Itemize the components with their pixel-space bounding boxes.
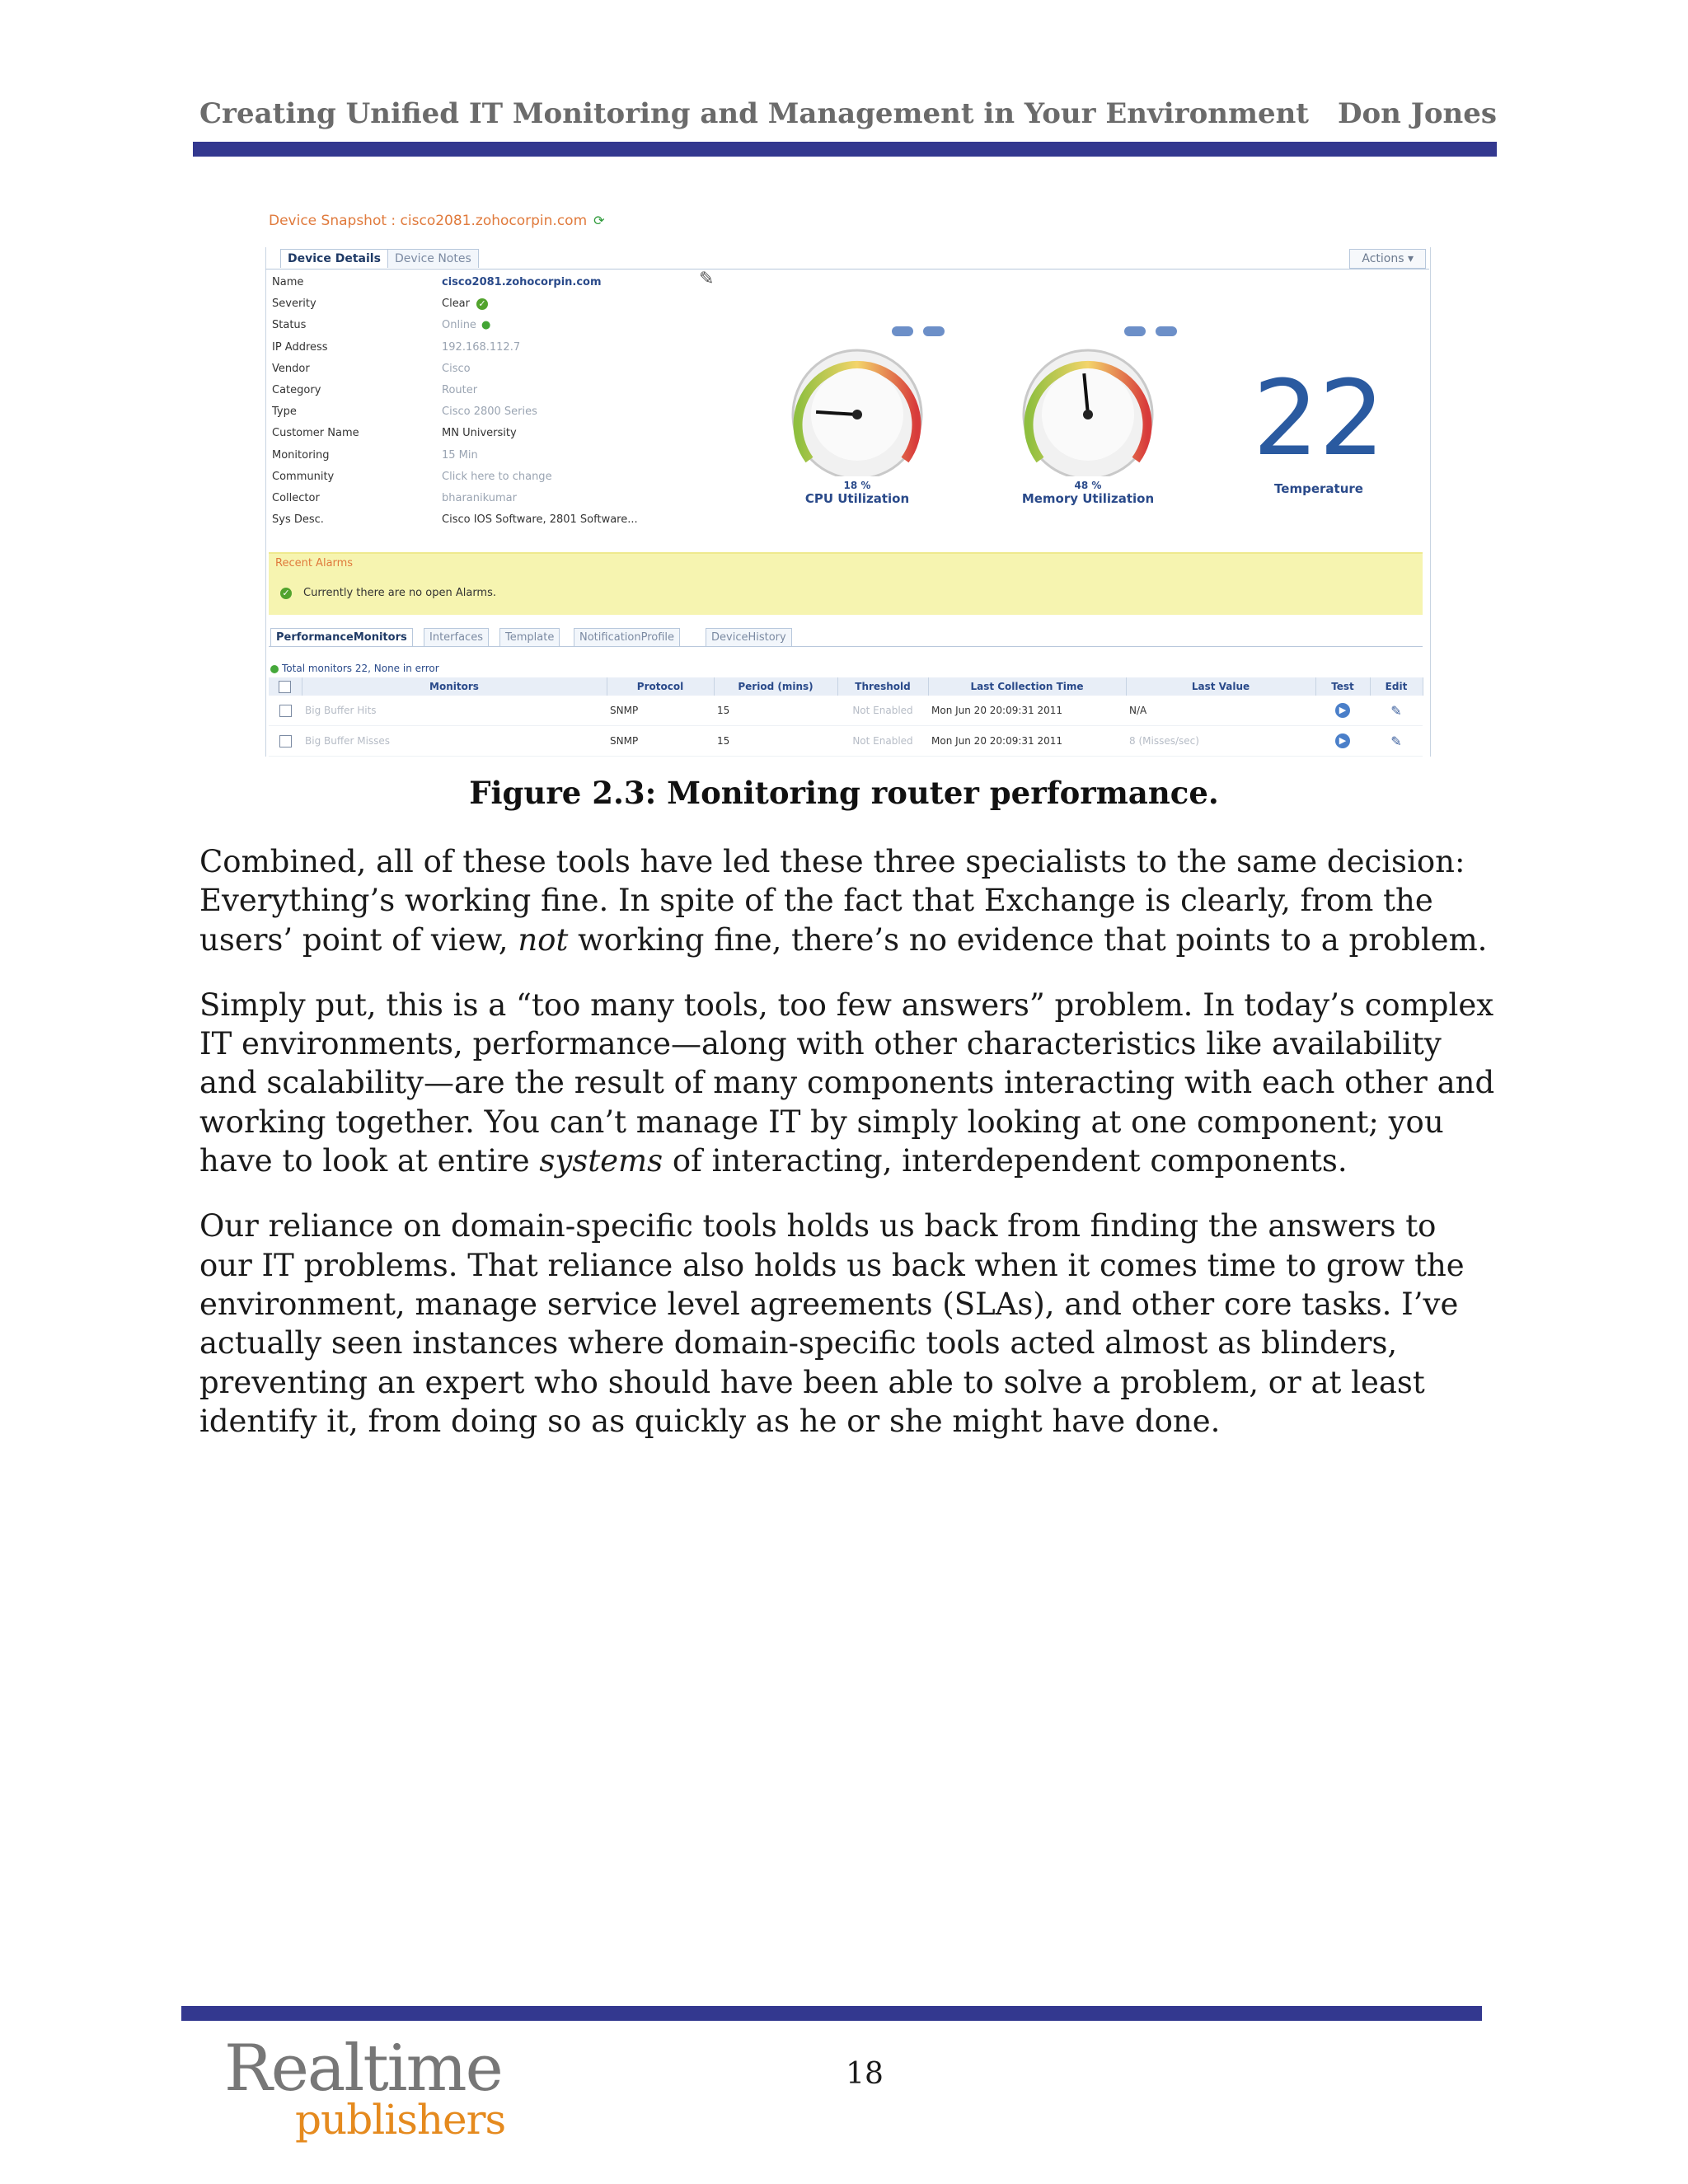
memory-label: Memory Utilization (1021, 491, 1155, 506)
figure-caption: Figure 2.3: Monitoring router performance. (469, 775, 1219, 811)
property-row (272, 293, 734, 315)
paragraph-text: Our reliance on domain-specific tools holds us back from finding the answers to our IT problems. That reliance also holds us back when it comes time to grow the environment, manage service level agreements (SLAs), and other core tasks. I’ve actually seen instances where domain-specific tools acted almost as blinders, preventing an expert who should have been able to solve a problem, or at least identify it, from doing so as quickly as he or she might have done. (199, 1208, 1465, 1439)
property-value: Router (442, 383, 478, 396)
test-cell (1315, 696, 1370, 726)
monitors-table (269, 677, 1423, 757)
property-row (272, 359, 734, 380)
monitor-name[interactable]: Big Buffer Misses (302, 726, 607, 757)
property-value: Cisco IOS Software, 2801 Software... (442, 513, 638, 527)
realtime-publishers-logo (224, 2032, 506, 2151)
gauge-toggle-button[interactable] (1156, 326, 1177, 336)
property-key: Type (272, 405, 297, 419)
tab-notification-profile[interactable]: NotificationProfile (574, 628, 680, 646)
property-value: Online (442, 319, 476, 332)
property-row (272, 423, 734, 444)
property-value: cisco2081.zohocorpin.com (442, 276, 602, 288)
column-header: Test (1315, 677, 1370, 696)
column-header[interactable]: Last Value (1126, 677, 1315, 696)
page-number: 18 (846, 2057, 884, 2091)
test-monitor-icon[interactable]: ▶ (1335, 733, 1350, 748)
community-change-link[interactable]: Click here to change (442, 470, 552, 483)
property-value: Cisco (442, 362, 471, 375)
test-cell (1315, 726, 1370, 757)
property-value: Clear (442, 298, 470, 311)
table-header-row (269, 677, 1423, 696)
tab-interfaces[interactable]: Interfaces (424, 628, 489, 646)
property-key: Name (272, 276, 304, 288)
tab-device-details[interactable]: Device Details (280, 249, 388, 268)
running-header (199, 97, 1497, 138)
document-title: Creating Unified IT Monitoring and Management in Your Environment (199, 97, 1310, 130)
property-row (272, 466, 734, 488)
monitor-name[interactable]: Big Buffer Hits (302, 696, 607, 726)
property-key: Vendor (272, 362, 310, 375)
period-cell: 15 (714, 696, 837, 726)
check-icon: ✓ (280, 588, 292, 599)
memory-gauge-dial (1014, 344, 1162, 476)
column-header[interactable]: Threshold (837, 677, 928, 696)
property-row (272, 380, 734, 401)
status-dot-icon (270, 665, 279, 673)
memory-gauge (997, 344, 1179, 506)
emphasis-text: not (518, 921, 569, 958)
footer-rule (181, 2006, 1482, 2021)
tab-device-history[interactable]: DeviceHistory (706, 628, 792, 646)
recent-alarms-title: Recent Alarms (275, 557, 354, 569)
column-header[interactable]: Period (mins) (714, 677, 837, 696)
cpu-label: CPU Utilization (804, 491, 910, 506)
paragraph-text: working fine, there’s no evidence that points to a problem. (568, 921, 1488, 958)
edit-monitor-icon[interactable]: ✎ (1390, 733, 1402, 749)
last-value-cell: 8 (Misses/sec) (1126, 726, 1315, 757)
paragraph-text: Combined, all of these tools have led these three specialists to the same decision: Everything’s working fine. In spite of the fact that Exchange is clearly, from the users’ point of view, (199, 844, 1465, 958)
logo-line-2: publishers (295, 2096, 506, 2144)
property-key: IP Address (272, 340, 328, 354)
test-monitor-icon[interactable]: ▶ (1335, 703, 1350, 718)
device-tabbar (265, 247, 1429, 269)
last-collection-cell: Mon Jun 20 20:09:31 2011 (928, 726, 1126, 757)
property-key: Status (272, 319, 307, 332)
cpu-gauge-dial (783, 344, 931, 476)
cpu-gauge (767, 344, 948, 506)
snapshot-title: Device Snapshot : cisco2081.zohocorpin.com ⟳ (269, 213, 605, 229)
property-value: MN University (442, 427, 517, 440)
column-header[interactable]: Last Collection Time (928, 677, 1126, 696)
paragraph-text: Simply put, this is a “too many tools, too few answers” problem. In today’s complex IT environments, performance—along with other characteristics like availability and scalability—are the result of many components interacting with each other and working together. You can’t manage IT by simply looking at one component; you have to look at entire (199, 987, 1495, 1179)
select-all-cell[interactable] (269, 677, 302, 696)
row-checkbox[interactable] (279, 735, 292, 748)
tab-performance-monitors[interactable]: PerformanceMonitors (270, 628, 413, 646)
last-collection-cell: Mon Jun 20 20:09:31 2011 (928, 696, 1126, 726)
column-header[interactable]: Monitors (302, 677, 607, 696)
property-row (272, 272, 734, 293)
device-properties (272, 272, 734, 531)
temperature-widget (1228, 358, 1409, 496)
protocol-cell: SNMP (607, 696, 714, 726)
cpu-gauge-controls (892, 326, 945, 336)
property-row (272, 401, 734, 423)
cpu-percent: 18 % (843, 480, 871, 491)
protocol-cell: SNMP (607, 726, 714, 757)
edit-monitor-icon[interactable]: ✎ (1390, 702, 1402, 719)
select-all-checkbox[interactable] (279, 681, 291, 693)
edit-cell (1370, 726, 1423, 757)
refresh-icon[interactable]: ⟳ (593, 213, 605, 228)
table-row (269, 696, 1423, 726)
property-value: Cisco 2800 Series (442, 405, 537, 419)
column-header: Edit (1370, 677, 1423, 696)
body-paragraph (199, 842, 1497, 959)
period-cell: 15 (714, 726, 837, 757)
property-key: Sys Desc. (272, 513, 324, 527)
temperature-label: Temperature (1274, 481, 1363, 496)
gauge-toggle-button[interactable] (923, 326, 945, 336)
document-author: Don Jones (1338, 97, 1497, 130)
body-paragraph (199, 1207, 1497, 1441)
table-row (269, 726, 1423, 757)
property-row (272, 488, 734, 509)
property-key: Monitoring (272, 448, 330, 462)
property-value: bharanikumar (442, 491, 517, 504)
body-paragraph (199, 986, 1497, 1180)
row-select-cell[interactable] (269, 726, 302, 757)
property-value-wrap (442, 315, 490, 336)
property-value: 192.168.112.7 (442, 340, 521, 354)
monitor-tabbar (269, 628, 1423, 647)
row-checkbox[interactable] (279, 705, 292, 717)
memory-percent: 48 % (1074, 480, 1102, 491)
threshold-cell: Not Enabled (837, 696, 928, 726)
check-icon: ✓ (476, 298, 488, 310)
monitor-summary: Total monitors 22, None in error (270, 663, 439, 674)
recent-alarms-panel (269, 552, 1423, 615)
device-snapshot-figure (264, 204, 1434, 757)
property-row (272, 509, 734, 531)
header-rule (193, 142, 1497, 157)
last-value-cell: N/A (1126, 696, 1315, 726)
tab-device-notes[interactable]: Device Notes (387, 249, 479, 268)
memory-gauge-controls (1124, 326, 1177, 336)
property-key: Customer Name (272, 427, 359, 440)
gauge-toggle-button[interactable] (892, 326, 913, 336)
tab-template[interactable]: Template (499, 628, 560, 646)
actions-dropdown[interactable]: Actions ▾ (1349, 249, 1426, 269)
temperature-value: 22 (1252, 358, 1386, 479)
paragraph-text: of interacting, interdependent components. (663, 1143, 1348, 1179)
row-select-cell[interactable] (269, 696, 302, 726)
property-value-wrap (442, 293, 488, 315)
property-row (272, 315, 734, 336)
body-text (199, 842, 1497, 1467)
property-row (272, 337, 734, 359)
logo-line-1: Realtime (224, 2032, 502, 2106)
edit-cell (1370, 696, 1423, 726)
property-row (272, 445, 734, 466)
property-value: 15 Min (442, 448, 478, 462)
gauge-toggle-button[interactable] (1124, 326, 1146, 336)
threshold-cell: Not Enabled (837, 726, 928, 757)
emphasis-text: systems (539, 1143, 663, 1179)
property-key: Community (272, 470, 335, 483)
column-header[interactable]: Protocol (607, 677, 714, 696)
property-key: Category (272, 383, 321, 396)
property-key: Severity (272, 298, 316, 311)
alarm-message: ✓ Currently there are no open Alarms. (275, 587, 496, 599)
property-key: Collector (272, 491, 320, 504)
online-icon: ● (481, 319, 491, 332)
edit-pencil-icon[interactable]: ✎ (699, 269, 715, 289)
